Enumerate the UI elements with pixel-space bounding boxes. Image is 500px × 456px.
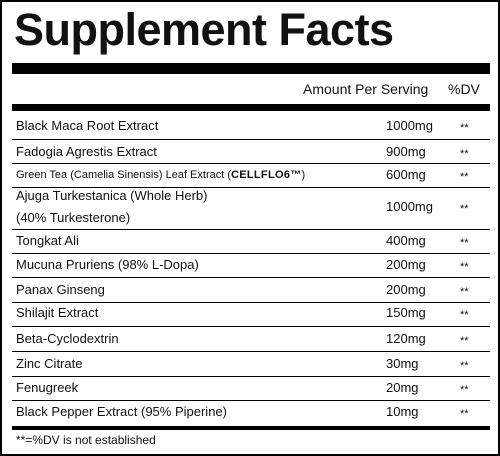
ingredient-dv: ** (460, 286, 469, 298)
ingredient-name-line1: Ajuga Turkestanica (Whole Herb) (16, 188, 208, 203)
amount-per-serving-header: Amount Per Serving (303, 81, 429, 97)
ingredient-amount: 20mg (386, 380, 419, 395)
column-header-row (12, 74, 490, 104)
ingredient-name: Black Maca Root Extract (16, 118, 159, 133)
ingredient-amount: 150mg (386, 305, 426, 320)
ingredient-name: Shilajit Extract (16, 305, 99, 320)
ingredient-row (12, 327, 490, 351)
ingredient-name: Zinc Citrate (16, 356, 83, 371)
ingredient-name-end: ) (301, 169, 306, 181)
ingredient-name: Panax Ginseng (16, 282, 105, 297)
ingredient-dv: ** (460, 384, 469, 396)
panel-title: Supplement Facts (14, 4, 394, 55)
ingredient-amount: 120mg (386, 331, 426, 346)
ingredient-amount: 30mg (386, 356, 419, 371)
ingredient-dv: ** (460, 148, 469, 160)
ingredient-row (12, 185, 490, 229)
ingredient-name-line2: (40% Turkesterone) (16, 210, 131, 225)
ingredient-row (12, 114, 490, 138)
ingredient-dv: ** (460, 335, 469, 347)
ingredient-row (12, 400, 490, 424)
ingredient-row (12, 278, 490, 302)
ingredient-name: Black Pepper Extract (95% Piperine) (16, 404, 227, 419)
ingredient-dv: ** (460, 309, 469, 321)
footer-divider (12, 426, 490, 430)
ingredient-name: Fadogia Agrestis Extract (16, 144, 157, 159)
dv-header: %DV (448, 81, 480, 97)
ingredient-amount: 900mg (386, 144, 426, 159)
ingredient-row (12, 352, 490, 376)
ingredient-name: Beta-Cyclodextrin (16, 331, 119, 346)
ingredient-name (16, 163, 305, 187)
ingredient-amount: 1000mg (386, 199, 433, 214)
ingredient-row (12, 140, 490, 164)
ingredient-amount: 200mg (386, 282, 426, 297)
ingredient-name (16, 185, 207, 229)
ingredient-amount: 200mg (386, 257, 426, 272)
ingredient-row (12, 376, 490, 400)
ingredient-dv: ** (460, 171, 469, 183)
ingredient-name: Tongkat Ali (16, 233, 79, 248)
header-divider (12, 104, 490, 111)
ingredient-amount: 600mg (386, 167, 426, 182)
ingredient-amount: 1000mg (386, 118, 433, 133)
ingredient-amount: 10mg (386, 404, 419, 419)
ingredient-name: Fenugreek (16, 380, 79, 395)
ingredient-dv: ** (460, 203, 469, 215)
ingredient-row (12, 253, 490, 277)
ingredient-row (12, 163, 490, 187)
ingredient-amount: 400mg (386, 233, 426, 248)
ingredient-row (12, 301, 490, 325)
ingredient-name-text: Green Tea (Camelia Sinensis) Leaf Extract ( (16, 169, 231, 181)
ingredient-brand: CELLFLO6™ (231, 169, 302, 181)
ingredient-dv: ** (460, 360, 469, 372)
ingredient-dv: ** (460, 237, 469, 249)
ingredient-dv: ** (460, 122, 469, 134)
dv-footnote: **=%DV is not established (16, 433, 156, 447)
ingredient-name: Mucuna Pruriens (98% L-Dopa) (16, 257, 199, 272)
ingredient-dv: ** (460, 261, 469, 273)
ingredient-dv: ** (460, 408, 469, 420)
ingredient-row (12, 229, 490, 253)
title-divider-thick (12, 63, 490, 74)
